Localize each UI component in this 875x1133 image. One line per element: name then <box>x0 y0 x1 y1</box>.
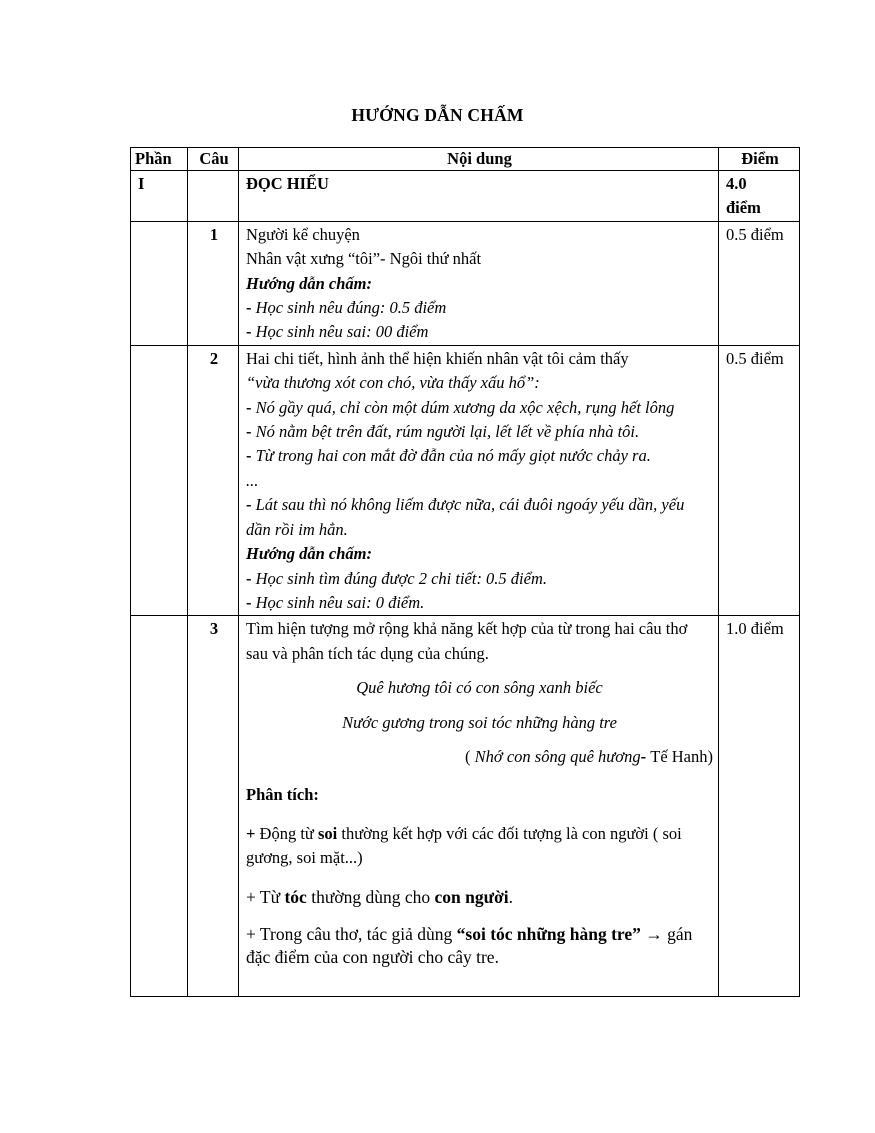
dash: - <box>246 397 256 417</box>
q3-content <box>239 616 719 997</box>
header-phan: Phần <box>131 148 188 171</box>
q1-guide-2 <box>246 320 713 344</box>
q1-guide-1-text: Học sinh nêu đúng: 0.5 điểm <box>255 298 447 318</box>
q2-detail-3 <box>246 444 713 468</box>
q3-a2-bold2: con người <box>434 886 509 907</box>
q2-line-2: “vừa thương xót con chó, vừa thấy xấu hổ”: <box>246 373 540 393</box>
dash: - <box>246 422 256 442</box>
section-score: 4.0 điểm <box>719 171 800 222</box>
q2-guide-heading: Hướng dẫn chấm: <box>246 544 373 564</box>
q2-detail-4 <box>246 493 713 542</box>
q2-detail-1 <box>246 396 713 420</box>
q1-guide-2-text: Học sinh nêu sai: 00 điểm <box>255 322 429 342</box>
q2-content <box>239 345 719 615</box>
question-row-2 <box>131 345 800 615</box>
q3-a1-post: thường kết hợp với các đối tượng là con người ( soi gương, soi mặt...) <box>246 823 682 868</box>
q3-poem-line-2: Nước gương trong soi tóc những hàng tre <box>342 712 617 732</box>
header-cau: Câu <box>188 148 239 171</box>
header-row <box>131 148 800 171</box>
header-noidung: Nội dung <box>239 148 719 171</box>
q3-a3-post: → gán đặc điểm của con người cho cây tre. <box>246 923 693 967</box>
section-row <box>131 171 800 222</box>
q2-guide-1-text: Học sinh tìm đúng được 2 chi tiết: 0.5 điểm. <box>255 568 548 588</box>
spacer <box>246 666 713 676</box>
dash: - <box>246 592 256 612</box>
section-cau-empty <box>188 171 239 222</box>
q3-a2-mid: thường dùng cho <box>306 886 435 907</box>
q3-analysis-3 <box>246 923 713 969</box>
q2-detail-4-text: Lát sau thì nó không liếm được nữa, cái đuôi ngoáy yếu dần, yếu dần rồi im hẳn. <box>246 495 685 539</box>
q3-prompt: Tìm hiện tượng mở rộng khả năng kết hợp của từ trong hai câu thơ sau và phân tích tác dụng của chúng. <box>246 619 688 663</box>
q2-guide-2-text: Học sinh nêu sai: 0 điểm. <box>255 592 425 612</box>
q3-source-open: ( <box>465 746 475 766</box>
q3-phan-empty <box>131 616 188 997</box>
question-row-1 <box>131 221 800 345</box>
q3-a2-end: . <box>508 886 514 907</box>
q2-phan-empty <box>131 345 188 615</box>
q1-phan-empty <box>131 221 188 345</box>
section-phan: I <box>131 171 188 222</box>
spacer <box>246 735 713 745</box>
q3-analysis-1 <box>246 822 713 871</box>
grading-table <box>130 147 800 997</box>
header-diem: Điểm <box>719 148 800 171</box>
q3-a3-bold: “soi tóc những hàng tre” <box>456 923 641 944</box>
q3-analysis-heading: Phân tích: <box>246 785 319 805</box>
q2-number: 2 <box>188 345 239 615</box>
q3-a2-pre: + Từ <box>246 886 285 907</box>
plus: + <box>246 823 260 843</box>
q3-number: 3 <box>188 616 239 997</box>
q2-guide-1 <box>246 567 713 591</box>
q3-score: 1.0 điểm <box>719 616 800 997</box>
question-row-3 <box>131 616 800 997</box>
dash: - <box>246 322 256 342</box>
dash: - <box>246 298 256 318</box>
q3-analysis-2 <box>246 885 713 909</box>
q1-line-1: Người kể chuyện <box>246 224 360 244</box>
q2-ellipsis: ... <box>246 470 259 490</box>
q2-detail-2-text: Nó nằm bệt trên đất, rúm người lại, lết lết về phía nhà tôi. <box>255 422 640 442</box>
q1-guide-1 <box>246 296 713 320</box>
dash: - <box>246 568 256 588</box>
q3-a2-bold: tóc <box>284 886 307 907</box>
q2-detail-2 <box>246 420 713 444</box>
q3-source-author: Tế Hanh) <box>650 746 713 766</box>
spacer <box>246 769 713 783</box>
q3-poem-line-1: Quê hương tôi có con sông xanh biếc <box>356 678 603 698</box>
q2-score: 0.5 điểm <box>719 345 800 615</box>
q3-source-title: Nhớ con sông quê hương <box>474 746 641 766</box>
q3-a3-pre: + Trong câu thơ, tác giả dùng <box>246 923 457 944</box>
q3-source <box>246 745 713 769</box>
q2-detail-1-text: Nó gầy quá, chỉ còn một dúm xương da xộc xệch, rụng hết lông <box>255 397 675 417</box>
q2-detail-3-text: Từ trong hai con mắt đờ đẫn của nó mấy giọt nước chảy ra. <box>255 446 651 466</box>
spacer <box>246 909 713 923</box>
q1-number: 1 <box>188 221 239 345</box>
q2-guide-2 <box>246 591 713 615</box>
q1-score: 0.5 điểm <box>719 221 800 345</box>
q1-line-2: Nhân vật xưng “tôi”- Ngôi thứ nhất <box>246 249 482 269</box>
q2-line-1: Hai chi tiết, hình ảnh thể hiện khiến nhân vật tôi cảm thấy <box>246 348 629 368</box>
q3-source-dash: - <box>640 746 651 766</box>
dash: - <box>246 495 256 515</box>
spacer <box>246 808 713 822</box>
q3-a1-pre: Động từ <box>259 823 318 843</box>
q3-a1-bold: soi <box>317 823 338 843</box>
dash: - <box>246 446 256 466</box>
spacer <box>246 701 713 711</box>
page-title: HƯỚNG DẪN CHẤM <box>351 105 524 125</box>
section-title: ĐỌC HIỂU <box>239 171 719 222</box>
q1-guide-heading: Hướng dẫn chấm: <box>246 273 373 293</box>
q1-content <box>239 221 719 345</box>
spacer <box>246 871 713 885</box>
